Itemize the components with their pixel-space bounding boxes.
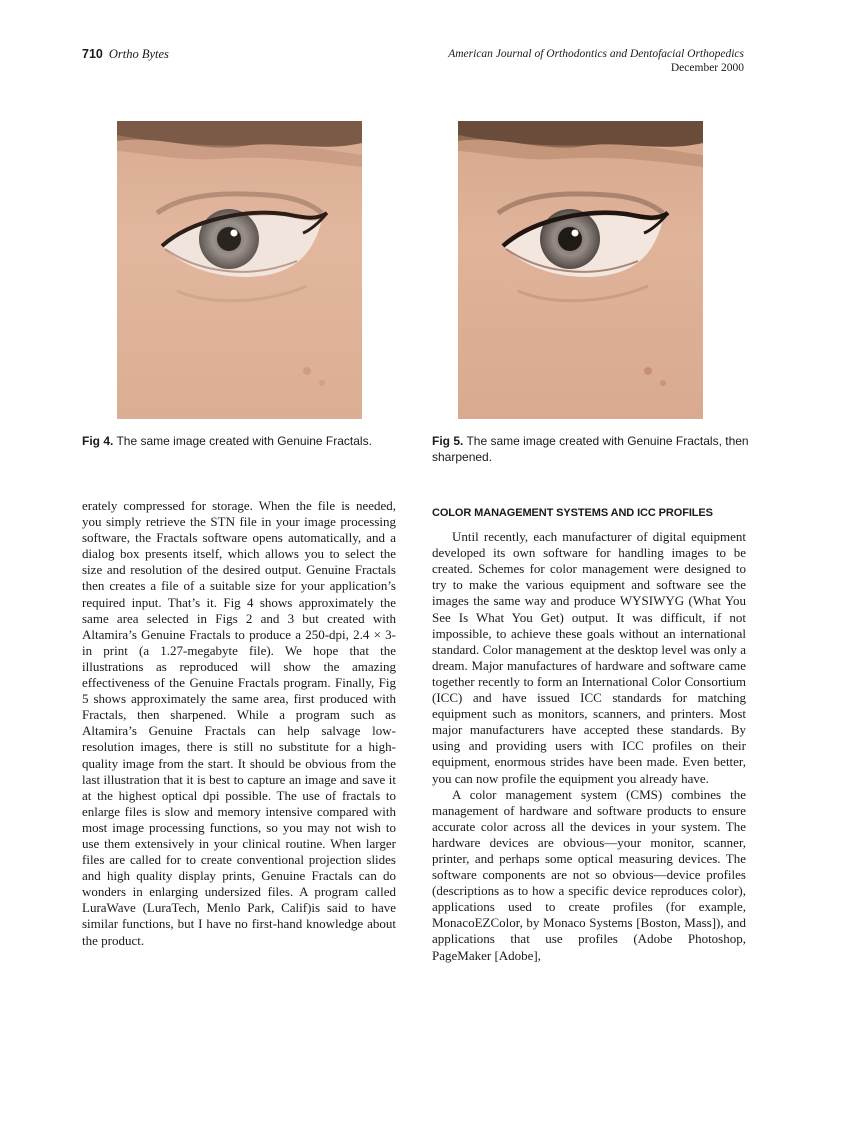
figure-5-caption	[432, 433, 752, 465]
right-text-column	[432, 498, 746, 964]
figure-4-caption	[82, 433, 402, 449]
figure-5-caption-text: The same image created with Genuine Fractals, then sharpened.	[432, 434, 749, 464]
running-header-right	[448, 47, 744, 75]
figure-5-label: Fig 5.	[432, 434, 464, 448]
body-paragraph: erately compressed for storage. When the file is needed, you simply retrieve the STN file in your image processing software, the Fractals software opens automatically, and a dialog box presents itself, which allows you to select the size and resolution of the desired output. Genuine Fractals then creates a file of a suitable size for your application’s required input. That’s it. Fig 4 shows approximately the same area selected in Figs 2 and 3 but created with Altamira’s Genuine Fractals to produce a 250-dpi, 2.4 × 3-in print (a 1.27-megabyte file). We hope that the illustrations as reproduced will show the amazing effectiveness of the Genuine Fractals program. Finally, Fig 5 shows approximately the same area, first produced with Fractals, then sharpened. While a program such as Altamira’s Genuine Fractals can help salvage low-resolution images, there is still no substitute for a high-quality image from the start. It should be obvious from the last illustration that it is best to capture an image and save it at the highest optical dpi possible. The use of fractals to enlarge files is slow and memory intensive compared with most image processing functions, so you may not wish to use them extensively in your clinical routine. When larger files are called for to create conventional projection slides and high quality display prints, Genuine Fractals can do wonders in enlarging undersized files. A program called LuraWave (LuraTech, Menlo Park, Calif)is said to have similar functions, but I have no first-hand knowledge about the product.	[82, 498, 396, 948]
issue-date: December 2000	[670, 62, 744, 74]
journal-title: American Journal of Orthodontics and Dentofacial Orthopedics	[448, 48, 744, 60]
left-text-column	[82, 498, 396, 949]
body-paragraph: Until recently, each manufacturer of digital equipment developed its own software for handling images to be created. Schemes for color management were designed to try to make the various equipment and software see the images the same way and produce WYSIWYG (What You See Is What You Get) output. It was difficult, if not impossible, to achieve these goals without an international standard. Color management at the desktop level was only a dream. Major manufactures of hardware and software came together recently to form an International Color Consortium (ICC) and have issued ICC standards for matching equipment such as monitors, scanners, and printers. Most major manufacturers have accepted these standards. By using and providing users with ICC profiles on their equipment, enormous strides have been made. Even better, you can now profile the equipment you already have.	[432, 529, 746, 786]
figure-4-label: Fig 4.	[82, 434, 114, 448]
figure-5-eye-photo	[458, 121, 703, 419]
figure-4-eye-photo	[117, 121, 362, 419]
running-header-left	[82, 47, 169, 62]
section-title: Ortho Bytes	[108, 47, 169, 61]
page-number: 710	[82, 47, 103, 61]
body-paragraph: A color management system (CMS) combines the management of hardware and software products to ensure accurate color across all the devices in your system. The hardware devices are obvious—your monitor, scanner, printer, and perhaps some optical measuring devices. The software components are not so obvious—device profiles (descriptions as to how a specific device reproduces color), applications used to create profiles (for example, MonacoEZColor, by Monaco Systems [Boston, Mass]), and applications that use profiles (Adobe Photoshop, PageMaker [Adobe],	[432, 786, 746, 963]
section-heading: COLOR MANAGEMENT SYSTEMS AND ICC PROFILES	[432, 507, 713, 519]
figure-4-caption-text: The same image created with Genuine Fractals.	[116, 434, 372, 448]
